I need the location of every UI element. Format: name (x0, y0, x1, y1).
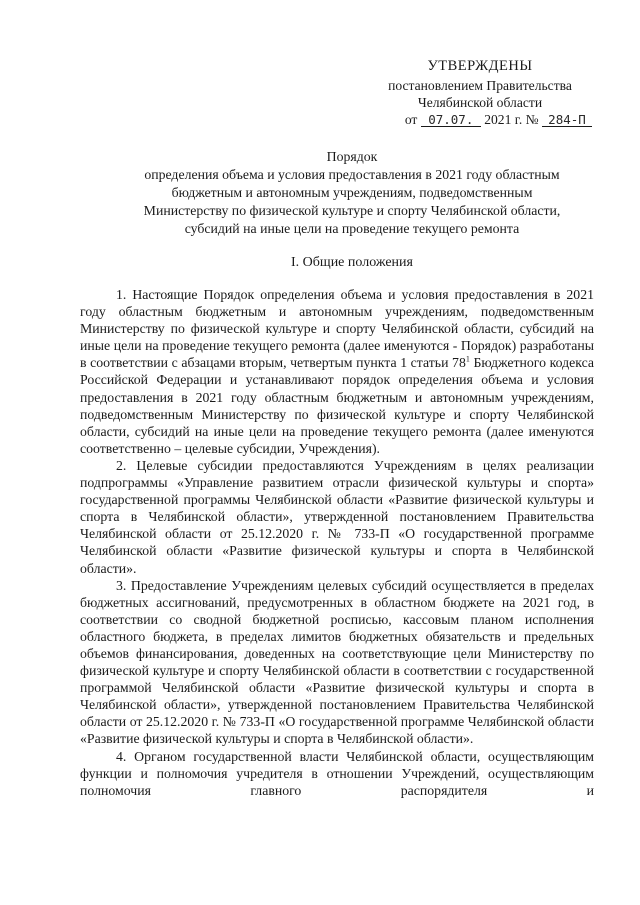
paragraph-1-part-a: 1. Настоящие Порядок определения объема и условия предоставления в 2021 году областным бюджетным и автономным учреждениям, подведомственным Министерству по физической культуре и спорту Челябинской области, субсидий на иные цели на проведение текущего ремонта (далее именуются - Порядок) разработаны в соответствии с абзацами вторым, четвертым пункта 1 статьи 78 (80, 287, 594, 371)
approval-heading: УТВЕРЖДЕНЫ (427, 58, 533, 74)
title-line-1: Порядок (326, 149, 378, 164)
paragraph-3: 3. Предоставление Учреждениям целевых субсидий осуществляется в пределах бюджетных ассигнований, предусмотренных в областном бюджете на 2021 год, в соответствии со сводной бюджетной росписью, кассовым планом исполнения областного бюджета, в пределах лимитов бюджетных обязательств и предельных объемов финансирования, доведенных на соответствующие цели Министерству по физической культуре и спорту Челябинской области в соответствии с государственной программой Челябинской области «Развитие физической культуры и спорта в Челябинской области», утвержденной постановлением Правительства Челябинской области от 25.12.2020 г. № 733-П «О государственной программе Челябинской области «Развитие физической культуры и спорта в Челябинской области». (80, 577, 594, 747)
approval-block (368, 58, 592, 128)
approval-line-2: Челябинской области (417, 95, 543, 110)
title-line-2: определения объема и условия предоставления в 2021 году областным (144, 167, 560, 182)
date-prefix: от (404, 112, 418, 127)
handwritten-number: 284-П (542, 113, 592, 127)
document-body (80, 286, 594, 799)
paragraph-1 (80, 286, 594, 457)
title-line-5: субсидий на иные цели на проведение текущего ремонта (184, 221, 520, 236)
handwritten-date: 07.07. (421, 113, 481, 127)
paragraph-1-part-b: Бюджетного кодекса Российской Федерации и устанавливают порядок определения объема и условия предоставления в 2021 году областным бюджетным и автономным учреждениям, подведомственным Министерству по физической культуре и спорту Челябинской области, субсидий на иные цели на проведение текущего ремонта (далее именуются соответственно – целевые субсидии, Учреждения). (80, 355, 594, 456)
title-line-3: бюджетным и автономным учреждениям, подведомственным (171, 185, 533, 200)
section-heading: I. Общие положения (291, 255, 413, 270)
paragraph-2: 2. Целевые субсидии предоставляются Учреждениям в целях реализации подпрограммы «Управление развитием отрасли физической культуры и спорта» государственной программы Челябинской области «Развитие физической культуры и спорта в Челябинской области», утвержденной постановлением Правительства Челябинской области от 25.12.2020 г. № 733-П «О государственной программе Челябинской области «Развитие физической культуры и спорта в Челябинской области». (80, 457, 594, 576)
approval-year: 2021 г. № (484, 112, 539, 127)
paragraph-4: 4. Органом государственной власти Челябинской области, осуществляющим функции и полномочия учредителя в отношении Учреждений, осуществляющим полномочия главного распорядителя и (80, 748, 594, 798)
approval-line-1: постановлением Правительства (388, 78, 572, 93)
title-line-4: Министерству по физической культуре и спорту Челябинской области, (143, 203, 561, 218)
document-title (80, 148, 624, 238)
article-superscript: 1 (465, 354, 470, 364)
approval-date-line (368, 111, 592, 128)
